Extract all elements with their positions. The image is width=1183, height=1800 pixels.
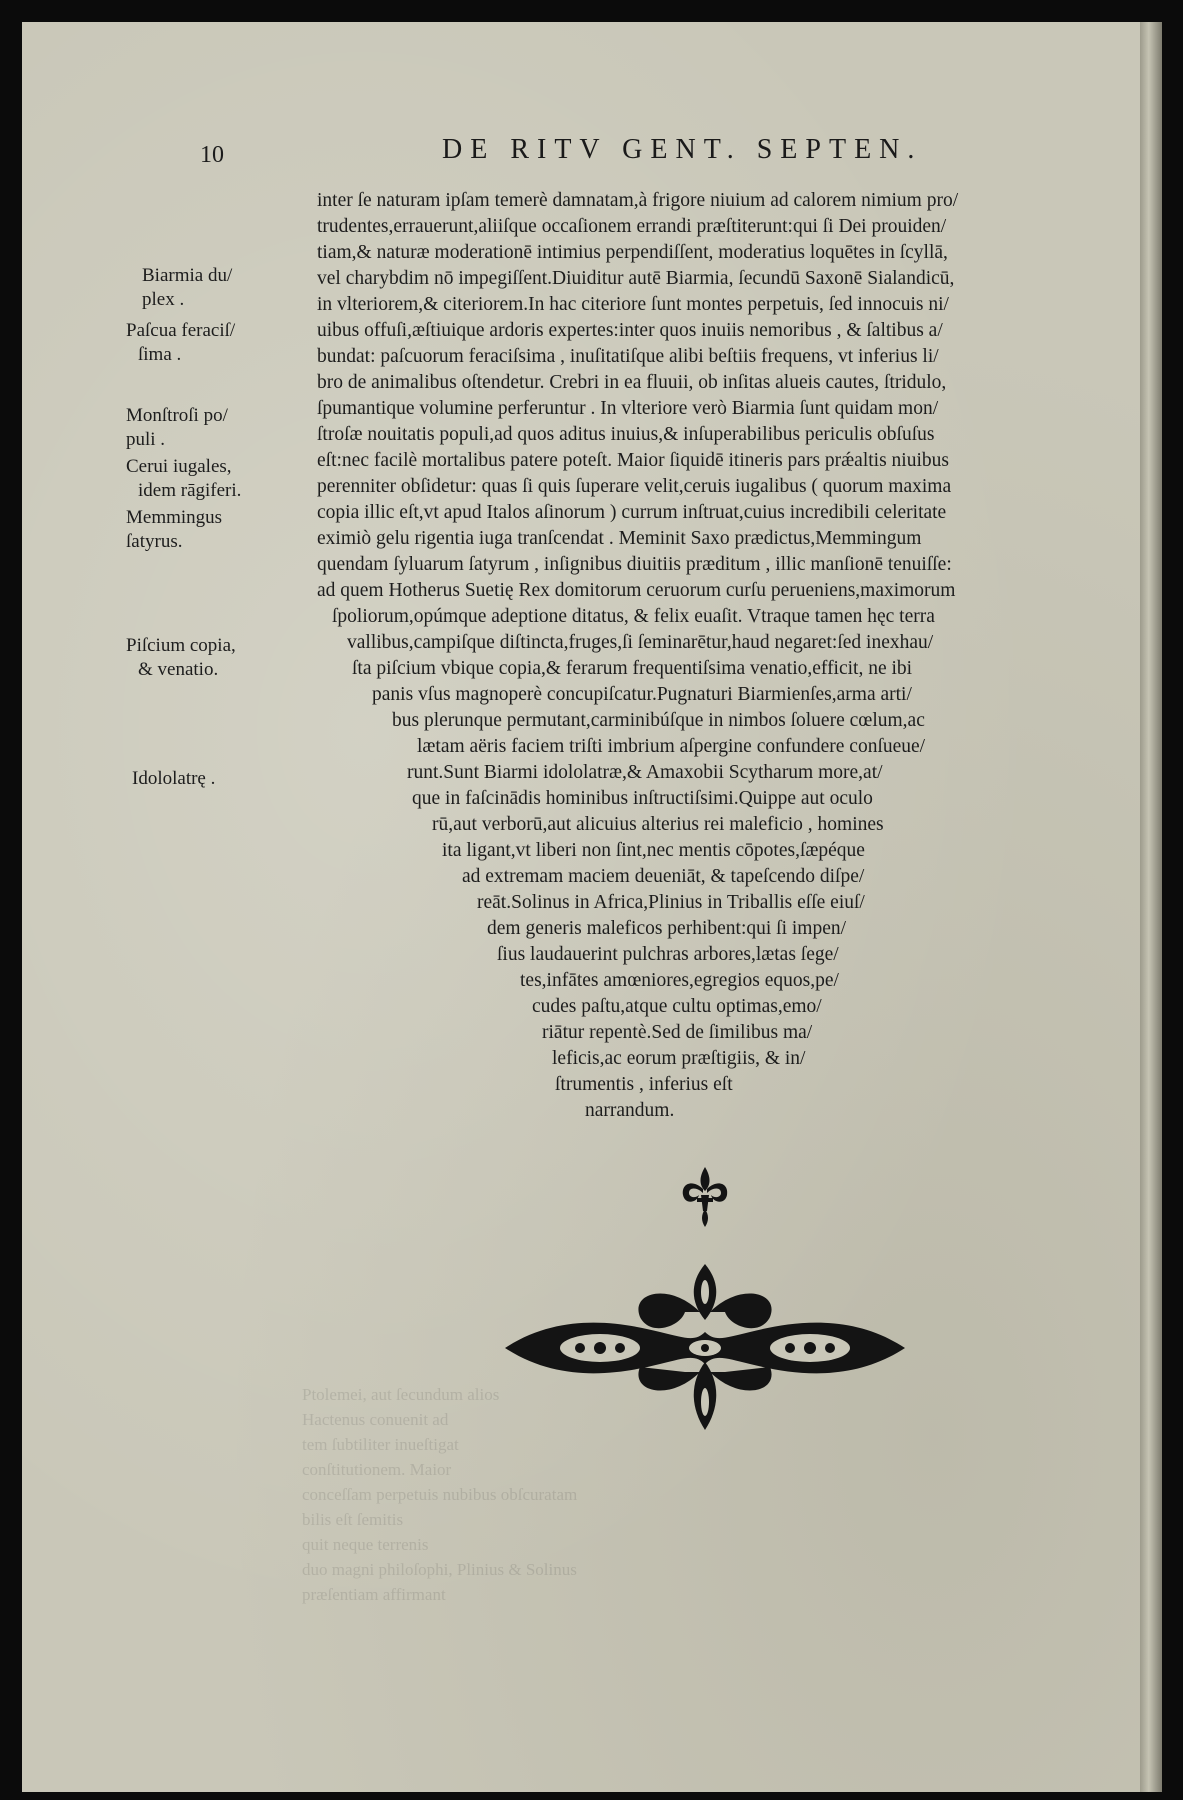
margin-note-line: Biarmia du/ xyxy=(142,265,233,286)
page-number: 10 xyxy=(200,142,224,168)
text-line: perenniter obſidetur: quas ſi quis ſuperare velit,ceruis iugalibus ( quorum maxima xyxy=(317,476,952,497)
show-through-line: Hactenus conuenit ad xyxy=(302,1410,449,1429)
text-line: copia illic eſt,vt apud Italos aſinorum ) currum inſtruat,cuius incredibili celeritate xyxy=(317,502,947,523)
margin-note-line: Piſcium copia, xyxy=(126,635,236,656)
margin-note-line: puli . xyxy=(126,429,166,450)
margin-note xyxy=(126,319,235,367)
text-line: ſpoliorum,opúmque adeptione ditatus, & felix euaſit. Vtraque tamen hęc terra xyxy=(332,606,935,627)
text-line: eximiò gelu rigentia iuga tranſcendat . Meminit Saxo prædictus,Memmingum xyxy=(317,528,922,549)
page-edge xyxy=(1140,22,1162,1792)
text-line: in vlteriorem,& citeriorem.In hac citeriore ſunt montes perpetuis, ſed innocuis ni/ xyxy=(317,294,949,315)
text-line: vallibus,campiſque diſtincta,fruges,ſi ſeminarētur,haud negaret:ſed inexhau/ xyxy=(347,632,934,653)
margin-note-line: & venatio. xyxy=(138,659,219,680)
show-through-line: tem ſubtiliter inueſtigat xyxy=(302,1435,459,1454)
text-line: ad extremam maciem deueniāt, & tapeſcendo diſpe/ xyxy=(462,866,865,887)
text-line: runt.Sunt Biarmi idololatræ,& Amaxobii Scytharum more,at/ xyxy=(407,762,883,783)
margin-note xyxy=(126,455,241,503)
text-line: bundat: paſcuorum feraciſsima , inuſitatiſque alibi beſtiis frequens, vt inferius li/ xyxy=(317,346,939,367)
text-line: ita ligant,vt liberi non ſint,nec mentis cōpotes,ſæpéque xyxy=(442,840,865,861)
text-line: narrandum. xyxy=(585,1100,675,1121)
text-line: panis vſus magnoperè concupiſcatur.Pugnaturi Biarmienſes,arma arti/ xyxy=(372,684,912,705)
text-line: leficis,ac eorum præſtigiis, & in/ xyxy=(552,1048,806,1069)
margin-note xyxy=(126,634,236,682)
text-line: bro de animalibus oſtendetur. Crebri in ea fluuii, ob inſitas alueis cautes, ſtridulo, xyxy=(317,372,947,393)
text-line: vel charybdim nō impegiſſent.Diuiditur autē Biarmia, ſecundū Saxonē Sialandicū, xyxy=(317,268,955,289)
margin-note xyxy=(132,767,215,791)
margin-note xyxy=(126,404,228,452)
text-line: quendam ſyluarum ſatyrum , inſignibus diuitiis præditum , illic manſionē tenuiſſe: xyxy=(317,554,952,575)
show-through-line: conſtitutionem. Maior xyxy=(302,1460,452,1479)
show-through-line: bilis eſt ſemitis xyxy=(302,1510,404,1529)
margin-note-line: ſima . xyxy=(138,344,182,365)
text-line: ſius laudauerint pulchras arbores,lætas ſege/ xyxy=(497,944,839,965)
text-line: que in faſcinādis hominibus inſtructiſsimi.Quippe aut oculo xyxy=(412,788,873,809)
margin-note-line: ſatyrus. xyxy=(126,531,183,552)
margin-note-line: plex . xyxy=(142,289,185,310)
text-line: eſt:nec facilè mortalibus patere poteſt. Maior ſiquidē itineris pars prǽaltis niuibus xyxy=(317,450,949,471)
text-line: uibus offuſi,æſtiuique ardoris expertes:inter quos inuiis nemoribus , & ſaltibus a/ xyxy=(317,320,943,341)
text-line: tiam,& naturæ moderationē intimius perpendiſſent, moderatius loquētes in ſcyllā, xyxy=(317,242,948,263)
text-line: ad quem Hotherus Suetię Rex domitorum ceruorum curſu perueniens,maximorum xyxy=(317,580,956,601)
text-line: reāt.Solinus in Africa,Plinius in Triballis eſſe eiuſ/ xyxy=(477,892,865,913)
arabesque-tailpiece-icon xyxy=(500,1262,910,1432)
margin-note-line: Idololatrę . xyxy=(132,768,216,789)
show-through-line: conceſſam perpetuis nubibus obſcuratam xyxy=(302,1485,578,1504)
show-through-line: Ptolemei, aut ſecundum alios xyxy=(302,1385,500,1404)
text-line: lætam aëris faciem triſti imbrium aſpergine confundere conſueue/ xyxy=(417,736,926,757)
text-line: cudes paſtu,atque cultu optimas,emo/ xyxy=(532,996,822,1017)
running-head: DE RITV GENT. SEPTEN. xyxy=(442,134,923,165)
show-through-line: præſentiam affirmant xyxy=(302,1585,446,1604)
show-through-line: quit neque terrenis xyxy=(302,1535,429,1554)
text-line: bus plerunque permutant,carminibúſque in nimbos ſoluere cœlum,ac xyxy=(392,710,925,731)
text-line: inter ſe naturam ipſam temerè damnatam,à frigore niuium ad calorem nimium pro/ xyxy=(317,190,959,211)
text-line: rū,aut verborū,aut alicuius alterius rei maleficio , homines xyxy=(432,814,884,835)
book-page xyxy=(22,22,1162,1792)
text-line: dem generis maleficos perhibent:qui ſi impen/ xyxy=(487,918,847,939)
fleuron-icon xyxy=(677,1165,733,1229)
margin-note-line: Cerui iugales, xyxy=(126,456,232,477)
show-through-line: duo magni philoſophi, Plinius & Solinus xyxy=(302,1560,577,1579)
text-line: tes,infātes amœniores,egregios equos,pe/ xyxy=(520,970,839,991)
text-line: riātur repentè.Sed de ſimilibus ma/ xyxy=(542,1022,813,1043)
text-line: ſtrumentis , inferius eſt xyxy=(555,1074,733,1095)
text-line: trudentes,errauerunt,aliiſque occaſionem errandi præſtiterunt:qui ſi Dei prouiden/ xyxy=(317,216,947,237)
text-line: ſtroſæ nouitatis populi,ad quos aditus inuius,& inſuperabilibus periculis obſuſus xyxy=(317,424,935,445)
text-line: ſta piſcium vbique copia,& ferarum frequentiſsima venatio,efficit, ne ibi xyxy=(352,658,913,679)
margin-note-line: idem rāgiferi. xyxy=(138,480,242,501)
margin-note-line: Monſtroſi po/ xyxy=(126,405,228,426)
margin-note xyxy=(142,264,232,312)
text-line: ſpumantique volumine perferuntur . In vlteriore verò Biarmia ſunt quidam mon/ xyxy=(317,398,939,419)
margin-note-line: Paſcua feraciſ/ xyxy=(126,320,236,341)
margin-note xyxy=(126,506,222,554)
margin-note-line: Memmingus xyxy=(126,507,223,528)
